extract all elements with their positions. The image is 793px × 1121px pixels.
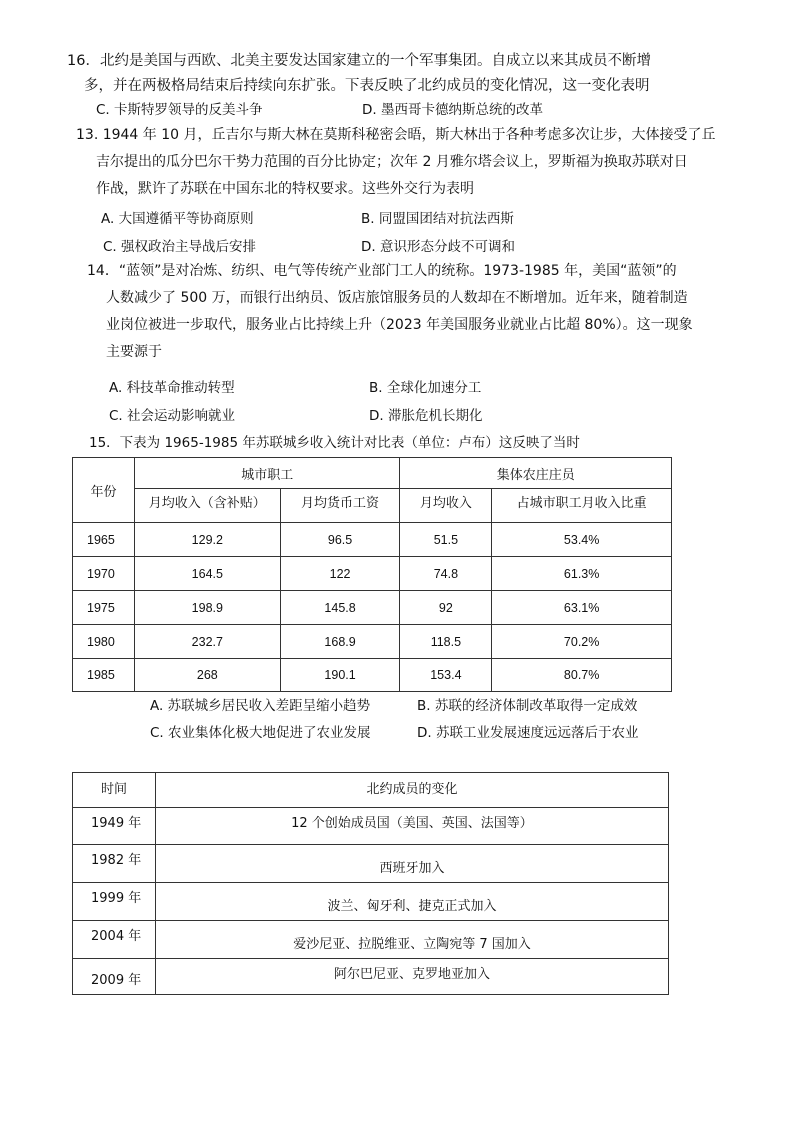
- q16-option-c: C. 卡斯特罗领导的反美斗争: [96, 102, 263, 118]
- row-farm-income: 153.4: [400, 659, 492, 692]
- row-city-wage: 96.5: [280, 523, 400, 557]
- row-city-income: 164.5: [134, 557, 280, 591]
- q13-option-a: A. 大国遵循平等协商原则: [101, 211, 254, 227]
- row-change: 阿尔巴尼亚、克罗地亚加入: [155, 959, 668, 995]
- row-change: 波兰、匈牙利、捷克正式加入: [155, 883, 668, 921]
- row-year: 1965: [73, 523, 135, 557]
- q14-option-b: B. 全球化加速分工: [369, 380, 482, 396]
- q13-stem-line1: 13. 1944 年 10 月，丘吉尔与斯大林在莫斯科秘密会晤，斯大林出于各种考虑多次让步，大体接受了丘: [76, 127, 716, 143]
- row-change: 爱沙尼亚、拉脱维亚、立陶宛等 7 国加入: [155, 921, 668, 959]
- row-city-wage: 168.9: [280, 625, 400, 659]
- q15-option-b: B. 苏联的经济体制改革取得一定成效: [417, 698, 638, 714]
- nato-membership-table: [72, 772, 669, 995]
- row-year: 1949 年: [73, 808, 156, 845]
- q16-option-d: D. 墨西哥卡德纳斯总统的改革: [362, 102, 543, 118]
- row-ratio: 80.7%: [492, 659, 672, 692]
- header-group-collective-farmers: 集体农庄庄员: [400, 458, 672, 489]
- q16-stem-line1: 16．北约是美国与西欧、北美主要发达国家建立的一个军事集团。自成立以来其成员不断增: [67, 53, 651, 69]
- q14-option-a: A. 科技革命推动转型: [109, 380, 235, 396]
- row-farm-income: 74.8: [400, 557, 492, 591]
- q13-stem-line3: 作战，默许了苏联在中国东北的特权要求。这些外交行为表明: [96, 181, 474, 197]
- row-ratio: 53.4%: [492, 523, 672, 557]
- row-city-income: 198.9: [134, 591, 280, 625]
- header-membership-change: 北约成员的变化: [155, 773, 668, 808]
- table-row: [73, 921, 669, 959]
- q15-option-a: A. 苏联城乡居民收入差距呈缩小趋势: [150, 698, 371, 714]
- row-city-wage: 145.8: [280, 591, 400, 625]
- header-city-monthly-wage: 月均货币工资: [280, 489, 400, 523]
- row-city-wage: 190.1: [280, 659, 400, 692]
- row-city-income: 232.7: [134, 625, 280, 659]
- q13-option-c: C. 强权政治主导战后安排: [103, 239, 257, 255]
- header-income-ratio: 占城市职工月收入比重: [492, 489, 672, 523]
- soviet-income-table: [72, 457, 672, 692]
- table-row: [73, 883, 669, 921]
- table-row: [73, 959, 669, 995]
- row-farm-income: 118.5: [400, 625, 492, 659]
- row-city-income: 268: [134, 659, 280, 692]
- q14-option-d: D. 滞胀危机长期化: [369, 408, 483, 424]
- row-year: 1999 年: [73, 883, 156, 921]
- table-row: [73, 557, 672, 591]
- row-year: 1985: [73, 659, 135, 692]
- q13-stem-line2: 吉尔提出的瓜分巴尔干势力范围的百分比协定；次年 2 月雅尔塔会议上，罗斯福为换取苏联对日: [96, 154, 688, 170]
- q13-option-d: D. 意识形态分歧不可调和: [361, 239, 515, 255]
- row-change: 西班牙加入: [155, 845, 668, 883]
- header-time: 时间: [73, 773, 156, 808]
- row-year: 1980: [73, 625, 135, 659]
- table-row: [73, 625, 672, 659]
- q14-option-c: C. 社会运动影响就业: [109, 408, 236, 424]
- header-year: 年份: [73, 458, 135, 523]
- row-year: 1982 年: [73, 845, 156, 883]
- row-ratio: 70.2%: [492, 625, 672, 659]
- header-farm-monthly-income: 月均收入: [400, 489, 492, 523]
- q14-stem-line2: 人数减少了 500 万，而银行出纳员、饭店旅馆服务员的人数却在不断增加。近年来，随着制造: [106, 290, 688, 306]
- row-year: 1970: [73, 557, 135, 591]
- table-row: [73, 591, 672, 625]
- table-row: [73, 808, 669, 845]
- row-ratio: 61.3%: [492, 557, 672, 591]
- q14-stem-line4: 主要源于: [106, 344, 162, 360]
- table-row: [73, 523, 672, 557]
- row-farm-income: 51.5: [400, 523, 492, 557]
- row-change: 12 个创始成员国（美国、英国、法国等）: [155, 808, 668, 845]
- q15-stem: 15．下表为 1965-1985 年苏联城乡收入统计对比表（单位：卢布）这反映了当时: [89, 435, 580, 451]
- row-year: 2004 年: [73, 921, 156, 959]
- row-city-wage: 122: [280, 557, 400, 591]
- header-city-monthly-income: 月均收入（含补贴）: [134, 489, 280, 523]
- table-row: [73, 659, 672, 692]
- q14-stem-line3: 业岗位被进一步取代，服务业占比持续上升（2023 年美国服务业就业占比超 80%）。这一现象: [106, 317, 693, 333]
- table-row: [73, 845, 669, 883]
- q15-option-d: D. 苏联工业发展速度远远落后于农业: [417, 725, 639, 741]
- q15-option-c: C. 农业集体化极大地促进了农业发展: [150, 725, 371, 741]
- q13-option-b: B. 同盟国团结对抗法西斯: [361, 211, 514, 227]
- q14-stem-line1: 14．“蓝领”是对冶炼、纺织、电气等传统产业部门工人的统称。1973-1985 年，美国“蓝领”的: [87, 263, 677, 279]
- row-farm-income: 92: [400, 591, 492, 625]
- row-year: 1975: [73, 591, 135, 625]
- q16-stem-line2: 多，并在两极格局结束后持续向东扩张。下表反映了北约成员的变化情况，这一变化表明: [84, 78, 650, 94]
- row-city-income: 129.2: [134, 523, 280, 557]
- header-group-city-workers: 城市职工: [134, 458, 400, 489]
- row-ratio: 63.1%: [492, 591, 672, 625]
- row-year: 2009 年: [73, 959, 156, 995]
